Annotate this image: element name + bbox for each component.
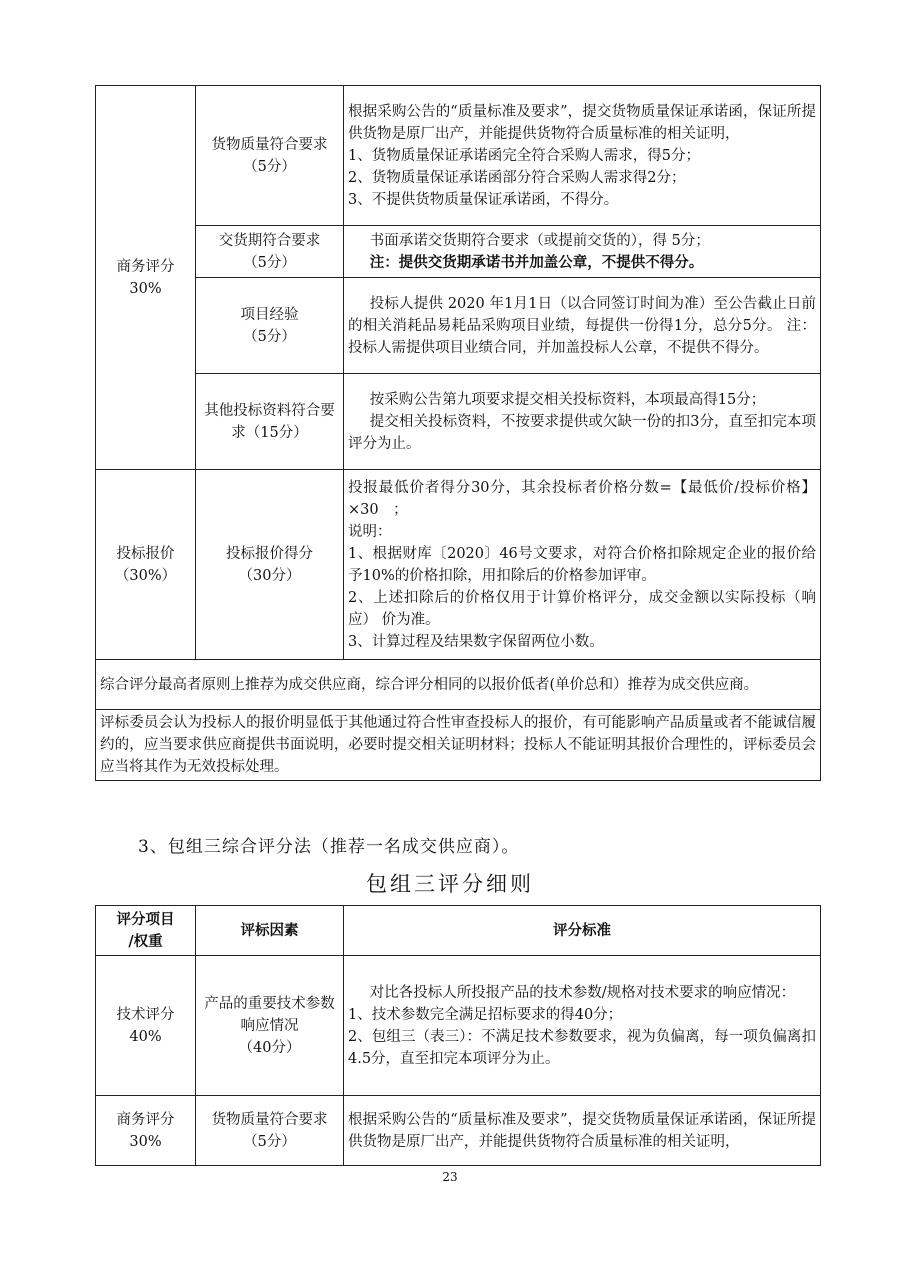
criteria-line: 按采购公告第九项要求提交相关投标资料，本项最高得15分；	[369, 391, 766, 408]
table-row	[96, 278, 821, 374]
factor-line: （40分）	[238, 1039, 301, 1056]
criteria-tech-params	[344, 956, 821, 1096]
factor-line: 产品的重要技术参数响应情况	[204, 995, 335, 1034]
criteria-goods-quality	[344, 86, 821, 226]
table-row	[96, 710, 821, 781]
factor-line: （5分）	[243, 328, 296, 345]
header-item-weight	[96, 906, 196, 956]
criteria-line: 对比各投标人所投报产品的技术参数/规格对技术要求的响应情况：	[369, 984, 796, 1001]
table-row	[96, 374, 821, 470]
tech-score-label: 技术评分	[116, 1006, 175, 1023]
criteria-note: 注：提供交货期承诺书并加盖公章，不提供不得分。	[369, 253, 704, 271]
table-title: 包组三评分细则	[366, 872, 534, 896]
business-score-cell	[96, 86, 196, 470]
criteria-bid-price	[344, 470, 821, 660]
header-line: 评分项目	[116, 910, 175, 928]
criteria-line: 提交相关投标资料，不按要求提供或欠缺一份的扣3分，直至扣完本项评分为止。	[348, 413, 816, 452]
criteria-project-experience: 投标人提供 2020 年1月1日（以合同签订时间为准）至公告截止日前的相关消耗品易耗品采购项目业绩，每提供一份得1分，总分5分。 注：投标人需提供项目业绩合同，并加盖投标人公章，不提供不得分。	[344, 278, 821, 374]
price-score-weight: （30%）	[114, 567, 177, 584]
group3-scoring-table	[95, 905, 821, 1166]
criteria-line: 3、不提供货物质量保证承诺函，不得分。	[348, 191, 619, 208]
factor-goods-quality-2: 货物质量符合要求（5分）	[196, 1096, 344, 1166]
price-score-cell	[96, 470, 196, 660]
factor-goods-quality: 货物质量符合要求（5分）	[196, 86, 344, 226]
factor-project-experience	[196, 278, 344, 374]
criteria-line: 2、包组三（表三）：不满足技术参数要求，视为负偏离，每一项负偏离扣4.5分，直至扣完本项评分为止。	[348, 1028, 816, 1067]
tech-score-cell	[96, 956, 196, 1096]
criteria-line: 投报最低价者得分30分，其余投标者价格分数=【最低价/投标价格】×30 ；	[348, 479, 816, 518]
criteria-goods-quality-2: 根据采购公告的“质量标准及要求”，提交货物质量保证承诺函，保证所提供货物是原厂出产，并能提供货物符合质量标准的相关证明，	[344, 1096, 821, 1166]
factor-delivery	[196, 226, 344, 278]
header-line: /权重	[128, 932, 163, 950]
business-score-label: 商务评分	[116, 1111, 175, 1128]
criteria-line: 1、根据财库〔2020〕46号文要求，对符合价格扣除规定企业的报价给予10%的价格扣除，用扣除后的价格参加评审。	[348, 545, 816, 584]
criteria-line: 1、技术参数完全满足招标要求的得40分；	[348, 1006, 623, 1023]
business-score-cell-2	[96, 1096, 196, 1166]
table-row	[96, 660, 821, 710]
factor-line: 投标报价得分	[226, 545, 313, 562]
criteria-line: 2、货物质量保证承诺函部分符合采购人需求得2分；	[348, 169, 686, 186]
tech-score-weight: 40%	[129, 1028, 162, 1045]
factor-tech-params	[196, 956, 344, 1096]
criteria-line: 书面承诺交货期符合要求（或提前交货的），得 5分；	[369, 232, 710, 249]
criteria-delivery	[344, 226, 821, 278]
note-abnormally-low-price: 评标委员会认为投标人的报价明显低于其他通过符合性审查投标人的报价，有可能影响产品质量或者不能诚信履约的，应当要求供应商提供书面说明，必要时提交相关证明材料；投标人不能证明其报价合理性的，评标委员会应当将其作为无效投标处理。	[96, 710, 821, 781]
table-row	[96, 1096, 821, 1166]
factor-line: 交货期符合要求	[218, 232, 321, 249]
factor-line: （5分）	[243, 254, 296, 271]
business-score-weight: 30%	[129, 1133, 162, 1150]
header-factor: 评标因素	[196, 906, 344, 956]
table-row	[96, 470, 821, 660]
price-score-label: 投标报价	[116, 545, 175, 562]
section-heading: 3、包组三综合评分法（推荐一名成交供应商）。	[138, 837, 520, 857]
scoring-table-continued	[95, 85, 821, 781]
business-score-label: 商务评分	[116, 258, 175, 275]
table-row	[96, 86, 821, 226]
header-criteria: 评分标准	[344, 906, 821, 956]
criteria-line: 3、计算过程及结果数字保留两位小数。	[348, 633, 604, 650]
criteria-line: 根据采购公告的“质量标准及要求”，提交货物质量保证承诺函，保证所提供货物是原厂出产，并能提供货物符合质量标准的相关证明，	[348, 103, 816, 142]
factor-line: （30分）	[238, 567, 301, 584]
factor-other-documents: 其他投标资料符合要求（15分）	[196, 374, 344, 470]
factor-line: 项目经验	[240, 306, 299, 323]
criteria-line: 1、货物质量保证承诺函完全符合采购人需求，得5分；	[348, 147, 700, 164]
criteria-line: 2、上述扣除后的价格仅用于计算价格评分，成交金额以实际投标（响应） 价为准。	[348, 589, 816, 628]
criteria-line: 说明：	[348, 523, 392, 540]
table-row	[96, 956, 821, 1096]
page-number: 23	[442, 1170, 458, 1184]
header-row	[96, 906, 821, 956]
factor-bid-price	[196, 470, 344, 660]
table-row	[96, 226, 821, 278]
note-recommendation: 综合评分最高者原则上推荐为成交供应商，综合评分相同的以报价低者(单价总和）推荐为成交供应商。	[96, 660, 821, 710]
business-score-weight: 30%	[129, 280, 162, 297]
criteria-other-documents	[344, 374, 821, 470]
